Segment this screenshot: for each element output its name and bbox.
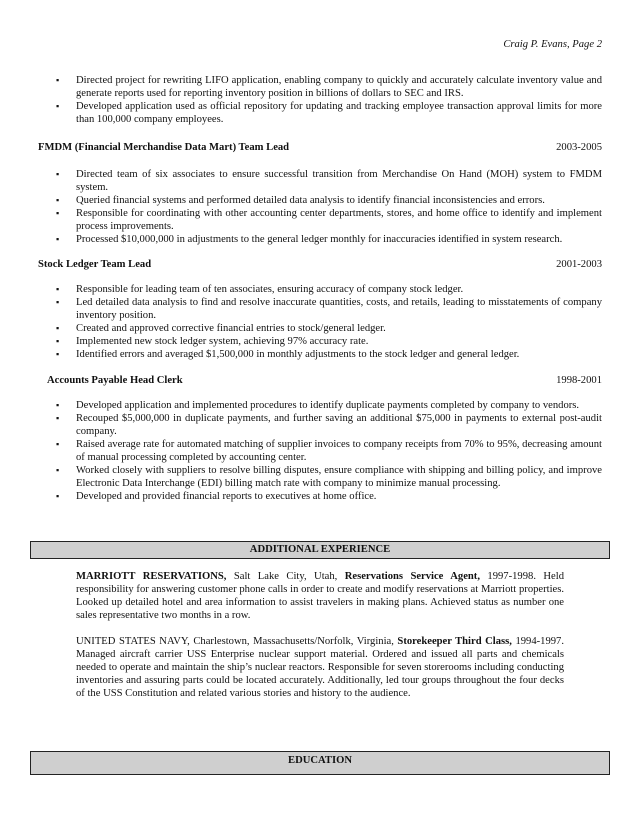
page-header: Craig P. Evans, Page 2: [503, 39, 602, 50]
list-item: ▪ Led detailed data analysis to find and resolve inaccurate quantities, costs, and retails, leading to misstatements of company inventory position.: [0, 296, 638, 322]
role-title: Storekeeper Third Class,: [397, 636, 512, 647]
list-item: ▪ Queried financial systems and performed detailed data analysis to identify financial inconsistencies and errors.: [0, 194, 638, 207]
job-title: FMDM (Financial Merchandise Data Mart) Team Lead: [38, 142, 290, 153]
role-description: 1994-1997. Managed aircraft carrier USS Enterprise nuclear support material. Ordered and issued all parts and chemicals needed to operate and maintain the ship’s nuclear reactors. Responsible for seven storerooms including conducting inventories and assuring parts could be located accurately. Additionally, led tour groups throughout the four decks of the USS Constitution and related various stories and history to the audience.: [76, 636, 564, 699]
navy-paragraph: [76, 635, 564, 700]
employer-name: MARRIOTT RESERVATIONS,: [76, 571, 227, 582]
list-item: ▪ Implemented new stock ledger system, achieving 97% accuracy rate.: [0, 335, 638, 348]
list-item: ▪ Worked closely with suppliers to resolve billing disputes, ensure compliance with shipping and billing policy, and improve Electronic Data Interchange (EDI) billing match rate with company to minimize manual processing.: [0, 464, 638, 490]
employer-lead: UNITED STATES NAVY, Charlestown, Massachusetts/Norfolk, Virginia,: [76, 636, 398, 647]
job-dates: 2003-2005: [556, 142, 602, 153]
job-dates: 2001-2003: [556, 259, 602, 270]
job-dates: 1998-2001: [556, 375, 602, 386]
list-item: ▪ Responsible for leading team of ten associates, ensuring accuracy of company stock ledger.: [0, 283, 638, 296]
list-item: ▪ Processed $10,000,000 in adjustments to the general ledger monthly for inaccuracies identified in system research.: [0, 233, 638, 246]
employer-location: Salt Lake City, Utah,: [226, 571, 345, 582]
list-item: ▪ Identified errors and averaged $1,500,000 in monthly adjustments to the stock ledger and general ledger.: [0, 348, 638, 361]
list-item: ▪ Created and approved corrective financial entries to stock/general ledger.: [0, 322, 638, 335]
additional-experience-heading: [30, 541, 610, 559]
list-item: ▪ Responsible for coordinating with other accounting center departments, stores, and home office to identify and implement process improvements.: [0, 207, 638, 233]
role-description: 1997-1998. Held responsibility for answering customer phone calls in order to create and modify reservations at Marriott properties. Looked up detailed hotel and area information to assist travelers in making plans. Achieved status as number one sales representative two months in a row.: [76, 571, 564, 621]
job-bullets-fmdm: [0, 168, 638, 246]
list-item: ▪ Developed application used as official repository for updating and tracking employee transaction approval limits for more than 100,000 company employees.: [0, 100, 638, 126]
list-item: ▪ Recouped $5,000,000 in duplicate payments, and further saving an additional $75,000 in payments to external post-audit company.: [0, 412, 638, 438]
list-item: ▪ Directed project for rewriting LIFO application, enabling company to quickly and accurately calculate inventory value and generate reports used for reporting inventory position in billions of dollars to SEC and IRS.: [0, 74, 638, 100]
section-heading-text: EDUCATION: [288, 755, 352, 766]
job-bullets-stock-ledger: [0, 283, 638, 361]
list-item: ▪ Developed and provided financial reports to executives at home office.: [0, 490, 638, 503]
list-item: ▪ Raised average rate for automated matching of supplier invoices to company receipts from 70% to 95%, decreasing amount of manual processing completed by accounting center.: [0, 438, 638, 464]
job-title: Accounts Payable Head Clerk: [47, 375, 183, 386]
education-heading: [30, 751, 610, 775]
list-item: ▪ Developed application and implemented procedures to identify duplicate payments completed by company to vendors.: [0, 399, 638, 412]
job-bullets-accounts-payable: [0, 399, 638, 503]
section-heading-text: ADDITIONAL EXPERIENCE: [249, 544, 391, 555]
job-title: Stock Ledger Team Lead: [38, 259, 152, 270]
top-bullet-list: [0, 74, 638, 126]
marriott-paragraph: [76, 570, 564, 622]
list-item: ▪ Directed team of six associates to ensure successful transition from Merchandise On Hand (MOH) system to FMDM system.: [0, 168, 638, 194]
role-title: Reservations Service Agent,: [344, 571, 480, 582]
